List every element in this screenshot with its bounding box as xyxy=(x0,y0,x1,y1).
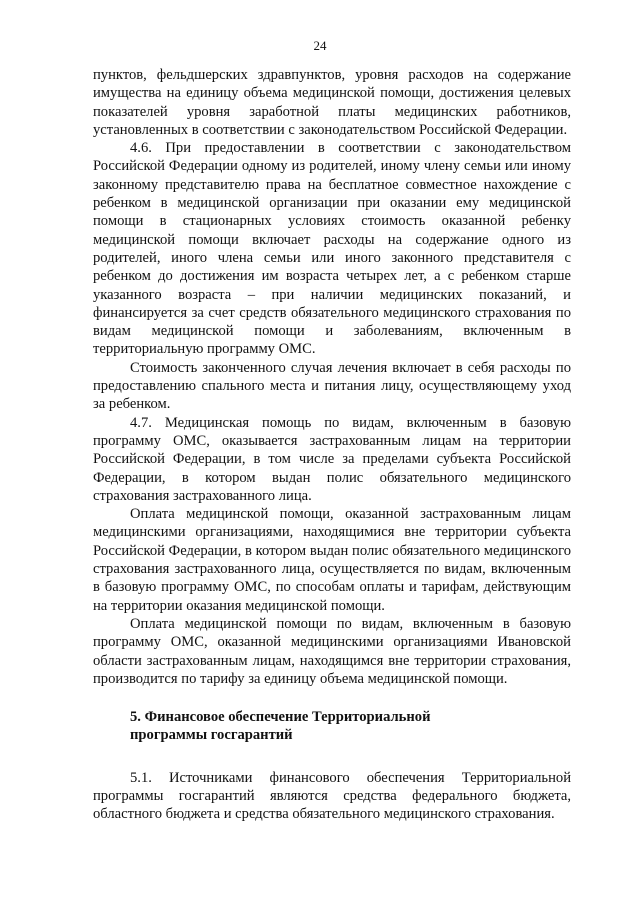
paragraph-treatment-cost: Стоимость законченного случая лечения включает в себя расходы по предоставлению спального места и питания лицу, осуществляющему уход за ребенком. xyxy=(93,359,571,413)
section-5-heading-line-1: 5. Финансовое обеспечение Территориальной xyxy=(130,709,431,726)
section-5-heading xyxy=(93,708,571,745)
section-5-heading-line-2: программы госгарантий xyxy=(130,727,293,744)
document-body xyxy=(93,66,571,824)
page-number: 24 xyxy=(313,38,327,53)
paragraph-4-6: 4.6. При предоставлении в соответствии с законодательством Российской Федерации одному из родителей, иному члену семьи или иному законному представителю права на бесплатное совместное нахождение с ребенком в медицинской организации при оказании ему медицинской помощи в стационарных условиях стоимость оказанной ребенку медицинской помощи включает расходы на содержание одного из родителей, иного члена семьи или иного законного представителя с ребенком до достижения им возраста четырех лет, а с ребенком старше указанного возраста – при наличии медицинских показаний, и финансируется за счет средств обязательного медицинского страхования по видам медицинской помощи и заболеваниям, включенным в территориальную программу ОМС. xyxy=(93,140,571,358)
paragraph-5-1: 5.1. Источниками финансового обеспечения Территориальной программы госгарантий являются средства федерального бюджета, областного бюджета и средства обязательного медицинского страхования. xyxy=(93,769,571,823)
paragraph-payment-ivanovo: Оплата медицинской помощи по видам, включенным в базовую программу ОМС, оказанной медицинскими организациями Ивановской области застрахованным лицам, находящимся вне территории страхования, производится по тарифу за единицу объема медицинской помощи. xyxy=(93,615,571,687)
paragraph-continuation: пунктов, фельдшерских здравпунктов, уровня расходов на содержание имущества на единицу объема медицинской помощи, достижения целевых показателей уровня заработной платы медицинских работников, установленных в соответствии с законодательством Российской Федерации. xyxy=(93,67,571,138)
paragraph-4-7: 4.7. Медицинская помощь по видам, включенным в базовую программу ОМС, оказывается застрахованным лицам на территории Российской Федерации, в том числе за пределами субъекта Российской Федерации, в котором выдан полис обязательного медицинского страхования застрахованного лица. xyxy=(93,414,571,504)
paragraph-payment-outside-region: Оплата медицинской помощи, оказанной застрахованным лицам медицинскими организациями, находящимися вне территории субъекта Российской Федерации, в котором выдан полис обязательного медицинского страхования застрахованного лица, осуществляется по видам, включенным в базовую программу ОМС, по способам оплаты и тарифам, действующим на территории оказания медицинской помощи. xyxy=(93,506,571,614)
